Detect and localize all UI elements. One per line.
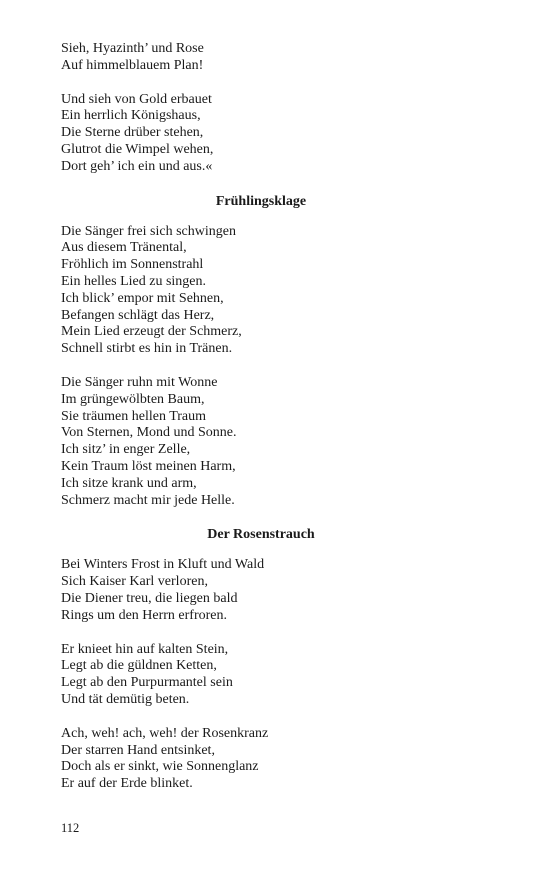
poem-line: Fröhlich im Sonnenstrahl bbox=[61, 257, 204, 273]
poem-line: Der starren Hand entsinket, bbox=[61, 742, 215, 758]
poem-line: Sieh, Hyazinth’ und Rose bbox=[61, 41, 204, 56]
poem-title: Der Rosenstrauch bbox=[207, 527, 315, 543]
poem-line: Auf himmelblauem Plan! bbox=[61, 57, 204, 73]
poem-line: Ein helles Lied zu singen. bbox=[61, 273, 207, 289]
poem-continuation bbox=[61, 41, 461, 176]
stanza bbox=[61, 642, 461, 709]
poem-line: Er knieet hin auf kalten Stein, bbox=[61, 641, 229, 657]
poem-line: Doch als er sinkt, wie Sonnenglanz bbox=[61, 759, 259, 775]
poem-line: Rings um den Herrn erfroren. bbox=[61, 607, 228, 623]
poem-line: Glutrot die Wimpel wehen, bbox=[61, 141, 214, 157]
poem-line: Ich sitz’ in enger Zelle, bbox=[61, 442, 191, 458]
poem-line: Die Diener treu, die liegen bald bbox=[61, 590, 238, 606]
poem-line: Und sieh von Gold erbauet bbox=[61, 91, 212, 107]
poem-fruehlingsklage bbox=[61, 193, 461, 510]
page-number: 112 bbox=[61, 821, 80, 835]
poem-line: Befangen schlägt das Herz, bbox=[61, 307, 215, 323]
poem-line: Bei Winters Frost in Kluft und Wald bbox=[61, 557, 265, 573]
stanza bbox=[61, 41, 461, 75]
poem-line: Und tät demütig beten. bbox=[61, 691, 190, 707]
poem-line: Von Sternen, Mond und Sonne. bbox=[61, 425, 237, 441]
poem-line: Ich blick’ empor mit Sehnen, bbox=[61, 290, 224, 306]
poem-line: Ein herrlich Königshaus, bbox=[61, 108, 201, 124]
poem-line: Die Sänger frei sich schwingen bbox=[61, 223, 236, 239]
poem-line: Ach, weh! ach, weh! der Rosenkranz bbox=[61, 725, 269, 741]
poem-title: Frühlingsklage bbox=[215, 193, 307, 209]
stanza bbox=[61, 375, 461, 509]
poem-line: Legt ab den Purpurmantel sein bbox=[61, 675, 233, 691]
poem-line: Mein Lied erzeugt der Schmerz, bbox=[61, 324, 242, 340]
poem-line: Schnell stirbt es hin in Tränen. bbox=[61, 341, 233, 357]
poem-line: Dort geh’ ich ein und aus.« bbox=[61, 158, 213, 174]
poem-line: Kein Traum löst meinen Harm, bbox=[61, 458, 236, 474]
poem-line: Sich Kaiser Karl verloren, bbox=[61, 574, 208, 590]
poem-line: Er auf der Erde blinket. bbox=[61, 776, 193, 792]
poem-line: Sie träumen hellen Traum bbox=[61, 408, 207, 424]
poem-line: Die Sterne drüber stehen, bbox=[61, 125, 204, 141]
poem-line: Ich sitze krank und arm, bbox=[61, 475, 197, 491]
stanza bbox=[61, 92, 461, 176]
stanza bbox=[61, 557, 461, 624]
poem-line: Im grüngewölbten Baum, bbox=[61, 391, 205, 407]
poem-line: Schmerz macht mir jede Helle. bbox=[61, 492, 235, 508]
poem-line: Legt ab die güldnen Ketten, bbox=[61, 658, 217, 674]
poem-line: Die Sänger ruhn mit Wonne bbox=[61, 374, 218, 390]
poem-der-rosenstrauch bbox=[61, 526, 461, 793]
poem-line: Aus diesem Tränental, bbox=[61, 240, 187, 256]
stanza bbox=[61, 726, 461, 793]
book-page bbox=[61, 41, 461, 810]
stanza bbox=[61, 224, 461, 358]
